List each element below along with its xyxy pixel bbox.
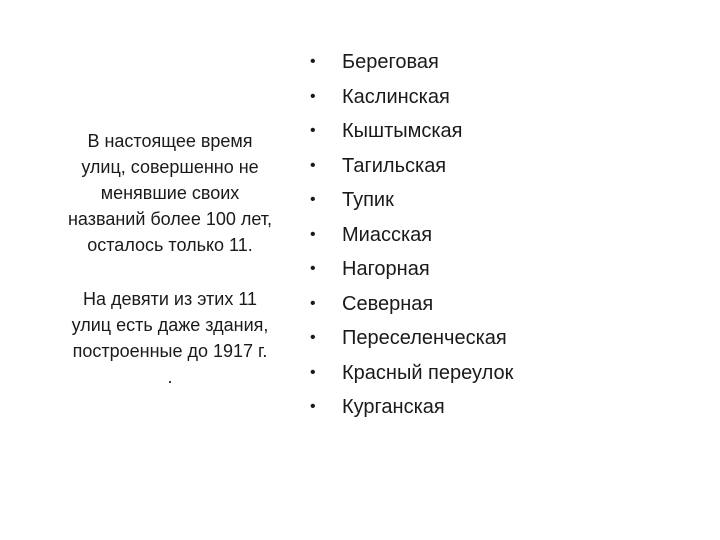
list-item	[308, 183, 513, 218]
street-name: Кыштымская	[342, 120, 463, 142]
street-name: Береговая	[342, 51, 439, 73]
bullet-icon: •	[310, 87, 316, 105]
list-item	[308, 218, 513, 253]
list-item	[308, 287, 513, 322]
intro-paragraph-1: В настоящее время улиц, совершенно не менявшие своих названий более 100 лет, осталось только 11.	[67, 131, 273, 255]
list-item	[308, 80, 513, 115]
bullet-icon: •	[310, 294, 316, 312]
bullet-icon: •	[310, 329, 316, 346]
street-name: Курганская	[342, 396, 445, 418]
street-name: Каслинская	[342, 85, 450, 108]
list-item	[308, 390, 513, 425]
list-item	[308, 321, 513, 356]
list-item	[308, 45, 513, 80]
list-item	[308, 149, 513, 184]
bullet-icon: •	[310, 225, 316, 243]
bullet-icon: •	[310, 191, 316, 208]
intro-text-block	[50, 128, 290, 390]
street-list	[308, 45, 513, 425]
street-name: Красный переулок	[342, 361, 514, 384]
street-name: Переселенческая	[342, 327, 507, 349]
bullet-icon: •	[310, 156, 316, 174]
street-name: Северная	[342, 292, 434, 315]
street-name: Нагорная	[342, 258, 430, 280]
list-item	[308, 252, 513, 287]
intro-paragraph-2: На девяти из этих 11 улиц есть даже здания, построенные до 1917 г. .	[71, 289, 269, 387]
bullet-icon: •	[310, 122, 316, 139]
street-name: Миасская	[342, 223, 433, 246]
bullet-icon: •	[310, 398, 316, 415]
street-name: Тупик	[342, 189, 394, 211]
bullet-icon: •	[310, 363, 316, 381]
list-item	[308, 114, 513, 149]
list-item	[308, 356, 513, 391]
bullet-icon: •	[310, 53, 316, 70]
street-name: Тагильская	[342, 154, 447, 177]
bullet-icon: •	[310, 260, 316, 277]
